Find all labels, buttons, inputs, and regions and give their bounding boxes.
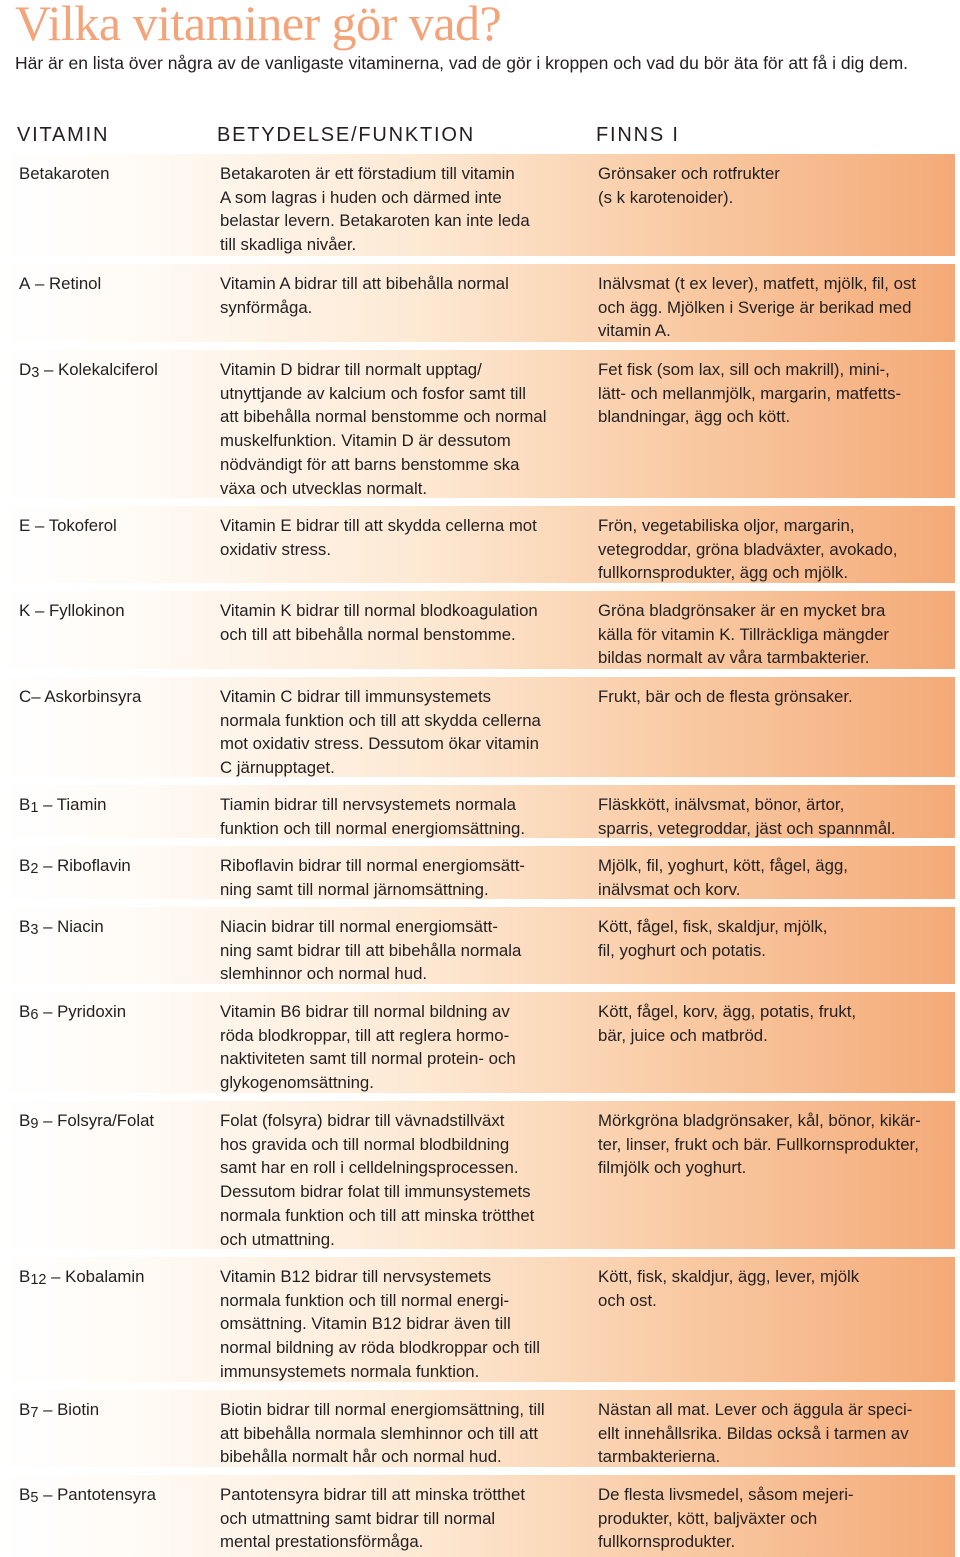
- vitamin-function: Betakaroten är ett förstadium till vitamin A som lagras i huden och därmed inte belastar levern. Betakaroten kan inte leda till skadliga nivåer.: [220, 164, 530, 255]
- intro-text: Här är en lista över några av de vanligaste vitaminerna, vad de gör i kroppen och vad du bör äta för att få i dig dem.: [15, 53, 909, 73]
- vitamin-sources: Kött, fågel, fisk, skaldjur, mjölk, fil, yoghurt och potatis.: [598, 917, 828, 960]
- vitamin-symbol: B: [19, 856, 31, 875]
- vitamin-symbol: D: [19, 360, 32, 379]
- vitamin-function: Vitamin B12 bidrar till nervsystemets normala funktion och till normal energi- omsättning. Vitamin B12 bidrar även till normal bildning av röda blodkroppar och till immunsystemets normala funktion.: [220, 1267, 540, 1381]
- vitamin-label: – Pantotensyra: [38, 1485, 156, 1504]
- vitamin-sources: Grönsaker och rotfrukter (s k karotenoider).: [598, 164, 780, 207]
- vitamin-function: Vitamin K bidrar till normal blodkoagulation och till att bibehålla normal benstomme.: [220, 601, 538, 644]
- vitamin-label: – Folsyra/Folat: [38, 1111, 155, 1130]
- vitamin-sources: Frukt, bär och de flesta grönsaker.: [598, 687, 853, 706]
- vitamin-subscript: 9: [30, 1116, 39, 1132]
- table-row: [0, 677, 955, 777]
- vitamin-function: Vitamin E bidrar till att skydda cellerna mot oxidativ stress.: [220, 516, 537, 559]
- vitamin-subscript: 6: [30, 1007, 39, 1023]
- vitamin-function: Tiamin bidrar till nervsystemets normala funktion och till normal energiomsättning.: [220, 795, 526, 838]
- vitamin-subscript: 1: [30, 800, 39, 816]
- vitamin-symbol: C: [19, 687, 32, 706]
- table-row: [0, 785, 955, 838]
- vitamin-sources: Kött, fågel, korv, ägg, potatis, frukt, bär, juice och matbröd.: [598, 1002, 857, 1045]
- vitamin-symbol: B: [19, 1002, 31, 1021]
- vitamin-symbol: B: [19, 1267, 31, 1286]
- header-finns: FINNS I: [596, 124, 680, 146]
- vitamin-subscript: 2: [30, 861, 39, 877]
- vitamin-sources: Frön, vegetabiliska oljor, margarin, vetegroddar, gröna bladväxter, avokado, fullkornsprodukter, ägg och mjölk.: [598, 516, 898, 583]
- table-row: [0, 506, 955, 583]
- vitamin-function: Vitamin B6 bidrar till normal bildning av röda blodkroppar, till att reglera hormo- naktiviteten samt till normal protein- och glykogenomsättning.: [220, 1002, 516, 1093]
- vitamin-function: Biotin bidrar till normal energiomsättning, till att bibehålla normala slemhinnor och till att bibehålla normalt hår och normal hud.: [220, 1400, 545, 1467]
- vitamin-label: – Riboflavin: [38, 856, 131, 875]
- vitamin-symbol: B: [19, 917, 31, 936]
- vitamin-name: [19, 272, 209, 298]
- vitamin-symbol: B: [19, 795, 31, 814]
- page-title: Vilka vitaminer gör vad?: [15, 0, 502, 51]
- header-vitamin: VITAMIN: [17, 124, 110, 146]
- vitamin-function: Vitamin A bidrar till att bibehålla normal synförmåga.: [220, 274, 509, 317]
- vitamin-subscript: 12: [30, 1272, 47, 1288]
- vitamin-function: Vitamin D bidrar till normalt upptag/ utnyttjande av kalcium och fosfor samt till att bibehålla normal benstomme och normal muskelfunktion. Vitamin D är dessutom nödvändigt för att barns benstomme ska växa och utvecklas normalt.: [220, 360, 547, 498]
- vitamin-name: [19, 358, 209, 384]
- vitamin-symbol: B: [19, 1485, 31, 1504]
- vitamin-name: [19, 793, 209, 819]
- vitamin-name: [19, 1483, 209, 1509]
- vitamin-label: – Fyllokinon: [30, 601, 125, 620]
- table-row: [0, 154, 955, 256]
- vitamin-subscript: 3: [30, 922, 39, 938]
- vitamin-sources: Mjölk, fil, yoghurt, kött, fågel, ägg, inälvsmat och korv.: [598, 856, 848, 899]
- header-betydelse: BETYDELSE/FUNKTION: [217, 124, 475, 146]
- vitamin-sources: Inälvsmat (t ex lever), matfett, mjölk, fil, ost och ägg. Mjölken i Sverige är berikad med vitamin A.: [598, 274, 916, 341]
- vitamin-label: – Kolekalciferol: [39, 360, 158, 379]
- vitamin-label: – Tiamin: [38, 795, 107, 814]
- table-row: [0, 264, 955, 342]
- vitamin-label: – Kobalamin: [46, 1267, 145, 1286]
- vitamin-sources: Fläskkött, inälvsmat, bönor, ärtor, sparris, vetegroddar, jäst och spannmål.: [598, 795, 896, 838]
- vitamin-symbol: E: [19, 516, 31, 535]
- vitamin-sources: De flesta livsmedel, såsom mejeri- produkter, kött, baljväxter och fullkornsprodukter.: [598, 1485, 854, 1552]
- vitamin-sources: Nästan all mat. Lever och äggula är speci- ellt innehållsrika. Bildas också i tarmen av tarmbakterierna.: [598, 1400, 913, 1467]
- vitamin-name: [19, 685, 209, 711]
- vitamin-function: Niacin bidrar till normal energiomsätt- ning samt bidrar till att bibehålla normala slemhinnor och normal hud.: [220, 917, 522, 984]
- vitamin-function: Pantotensyra bidrar till att minska trötthet och utmattning samt bidrar till normal mental prestationsförmåga.: [220, 1485, 525, 1552]
- vitamin-name: [19, 915, 209, 941]
- vitamin-symbol: A: [19, 274, 31, 293]
- vitamin-function: Vitamin C bidrar till immunsystemets normala funktion och till att skydda cellerna mot oxidativ stress. Dessutom ökar vitamin C järnupptaget.: [220, 687, 541, 778]
- column-headers: [0, 124, 960, 148]
- vitamin-sources: Fet fisk (som lax, sill och makrill), mini-, lätt- och mellanmjölk, margarin, matfetts- blandningar, ägg och kött.: [598, 360, 902, 427]
- vitamin-name: [19, 162, 209, 188]
- vitamin-subscript: 5: [30, 1490, 39, 1506]
- table-row: [0, 1475, 955, 1557]
- table-row: [0, 846, 955, 899]
- vitamin-name: [19, 1398, 209, 1424]
- vitamin-sources: Kött, fisk, skaldjur, ägg, lever, mjölk och ost.: [598, 1267, 860, 1310]
- vitamin-label: Betakaroten: [19, 164, 110, 183]
- table-row: [0, 1101, 955, 1249]
- vitamin-label: – Askorbinsyra: [31, 687, 142, 706]
- vitamin-subscript: 7: [30, 1405, 39, 1421]
- vitamin-sources: Mörkgröna bladgrönsaker, kål, bönor, kikär- ter, linser, frukt och bär. Fullkornsprodukter, filmjölk och yoghurt.: [598, 1111, 921, 1178]
- vitamin-name: [19, 1000, 209, 1026]
- table-row: [0, 907, 955, 984]
- table-row: [0, 1257, 955, 1382]
- table-row: [0, 591, 955, 669]
- vitamin-symbol: B: [19, 1400, 31, 1419]
- vitamin-name: [19, 599, 209, 625]
- vitamin-name: [19, 1265, 209, 1291]
- vitamin-label: – Niacin: [38, 917, 104, 936]
- vitamin-label: – Retinol: [30, 274, 102, 293]
- table-row: [0, 1390, 955, 1467]
- vitamin-label: – Biotin: [38, 1400, 100, 1419]
- table-row: [0, 992, 955, 1093]
- vitamin-symbol: B: [19, 1111, 31, 1130]
- vitamin-subscript: 3: [31, 365, 40, 381]
- vitamin-name: [19, 854, 209, 880]
- table-row: [0, 350, 955, 498]
- vitamin-function: Folat (folsyra) bidrar till vävnadstillväxt hos gravida och till normal blodbildning samt har en roll i celldelningsprocessen. Dessutom bidrar folat till immunsystemets normala funktion och till att minska trötthet och utmattning.: [220, 1111, 535, 1249]
- vitamin-symbol: K: [19, 601, 31, 620]
- vitamin-function: Riboflavin bidrar till normal energiomsätt- ning samt till normal järnomsättning.: [220, 856, 525, 899]
- vitamin-name: [19, 514, 209, 540]
- vitamin-label: – Pyridoxin: [38, 1002, 127, 1021]
- vitamin-sources: Gröna bladgrönsaker är en mycket bra källa för vitamin K. Tillräckliga mängder bildas normalt av våra tarmbakterier.: [598, 601, 889, 668]
- vitamin-name: [19, 1109, 209, 1135]
- vitamin-label: – Tokoferol: [30, 516, 117, 535]
